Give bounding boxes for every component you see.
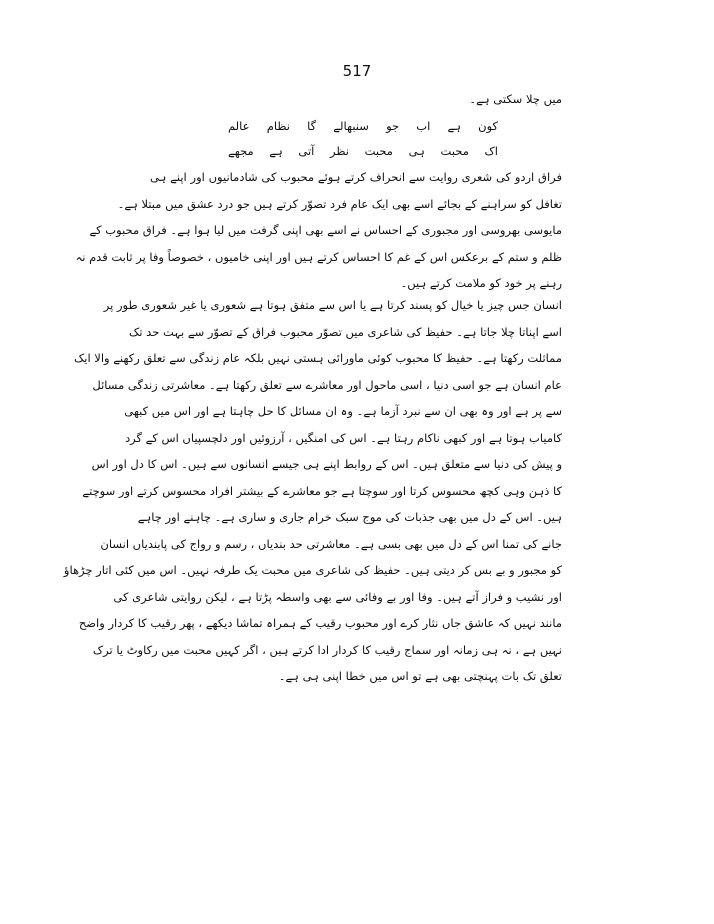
paragraph-line: ہیں۔ اس کے دل میں بھی جذبات کی موج سبک خرام جاری و ساری ہے۔ چاہنے اور چاہے	[137, 510, 562, 524]
paragraph-line: مماثلت رکھتا ہے۔ حفیظ کا محبوب کوئی ماورائی ہستی نہیں بلکہ عام زندگی سے تعلق رکھنے والا ایک	[73, 351, 562, 365]
intro-line-block	[150, 86, 562, 113]
paragraph-line: اسے اپناتا چلا جاتا ہے۔ حفیظ کی شاعری میں تصوّر محبوب فراق کے تصوّر سے بہت حد تک	[129, 324, 562, 339]
paragraph-line: نہیں ہے ، نہ ہی زمانہ اور سماج رقیب کا کردار ادا کرتے ہیں ، اگر کہیں محبت میں رکاوٹ یا ترک	[92, 642, 562, 657]
couplet	[228, 114, 498, 164]
paragraph-line: تغافل کو سراہنے کے بجائے اسے بھی ایک عام فرد تصوّر کرتے ہیں جو درد عشق میں مبتلا ہے۔	[117, 196, 562, 211]
paragraph-line: مایوسی بھروسی اور مجبوری کے احساس نے اسے بھی اپنی گرفت میں لیا ہوا ہے۔ فراق محبوب کے	[89, 223, 562, 237]
paragraph-line: کو مجبور و بے بس کر دیتی ہیں۔ حفیظ کی شاعری میں محبت یک طرفہ نہیں۔ اس میں کئی اتار چڑھاؤ	[63, 563, 562, 577]
paragraph-line: رہنے پر خود کو ملامت کرتے ہیں۔	[400, 276, 562, 290]
paragraph-line: سے پر ہے اور وہ بھی ان سے نبرد آزما ہے۔ وہ ان مسائل کا حل چاہتا ہے اور اس میں کبھی	[124, 404, 562, 418]
couplet-verse-1: کون ہے اب جو سنبھالے گا نظام عالم	[228, 119, 498, 133]
page-number: 517	[342, 62, 372, 80]
paragraph-line: ظلم و ستم کے برعکس اس کے غم کا احساس کرتے ہیں اور اپنی خامیوں ، خصوصاً وفا پر ثابت قدم نہ	[75, 249, 562, 264]
paragraph-line: فراق اردو کی شعری روایت سے انحراف کرتے ہوئے محبوب کی شادمانیوں اور اپنے ہی	[150, 170, 562, 184]
paragraph-line: کامیاب ہوتا ہے اور کبھی ناکام رہتا ہے۔ اس کی امنگیں ، آرزوئیں اور دلچسپیاں اس کے گرد	[125, 430, 562, 445]
paragraph-line: جانے کی تمنا اس کے دل میں بھی بسی ہے۔ معاشرتی حد بندیاں ، رسم و رواج کی پابندیاں انسان	[100, 536, 562, 551]
paragraph-2	[63, 292, 562, 690]
paragraph-line: مانند نہیں کہ عاشق جاں نثار کرے اور محبوب رقیب کے ہمراہ تماشا دیکھے ، پھر رقیب کا کردار واضح	[78, 616, 562, 630]
paragraph-line: انسان جس چیز یا خیال کو پسند کرتا ہے یا اس سے متفق ہوتا ہے شعوری یا غیر شعوری طور پر	[103, 298, 562, 312]
paragraph-1	[75, 164, 562, 297]
paragraph-line: عام انسان ہے جو اسی دنیا ، اسی ماحول اور معاشرے سے تعلق رکھتا ہے۔ معاشرتی زندگی مسائل	[92, 377, 562, 392]
paragraph-line: کا ذہن وہی کچھ محسوس کرتا اور سوچتا ہے جو معاشرے کے بیشتر افراد محسوس کرتے اور سوچتے	[82, 483, 562, 498]
intro-line: میں چلا سکتی ہے۔	[469, 92, 562, 106]
paragraph-line: اور نشیب و فراز آتے ہیں۔ وفا اور بے وفائی سے بھی واسطہ پڑتا ہے ، لیکن روایتی شاعری کی	[113, 589, 562, 604]
paragraph-line: و پیش کی دنیا سے متعلق ہیں۔ اس کے روابط اپنے ہی جیسے انسانوں سے ہیں۔ اس کا دل اور اس	[91, 457, 562, 471]
couplet-verse-2: اک محبت ہی محبت نظر آتی ہے مجھے	[228, 144, 498, 158]
paragraph-line: تعلق تک بات پہنچتی بھی ہے تو اس میں خطا اپنی ہی ہے۔	[278, 669, 562, 683]
